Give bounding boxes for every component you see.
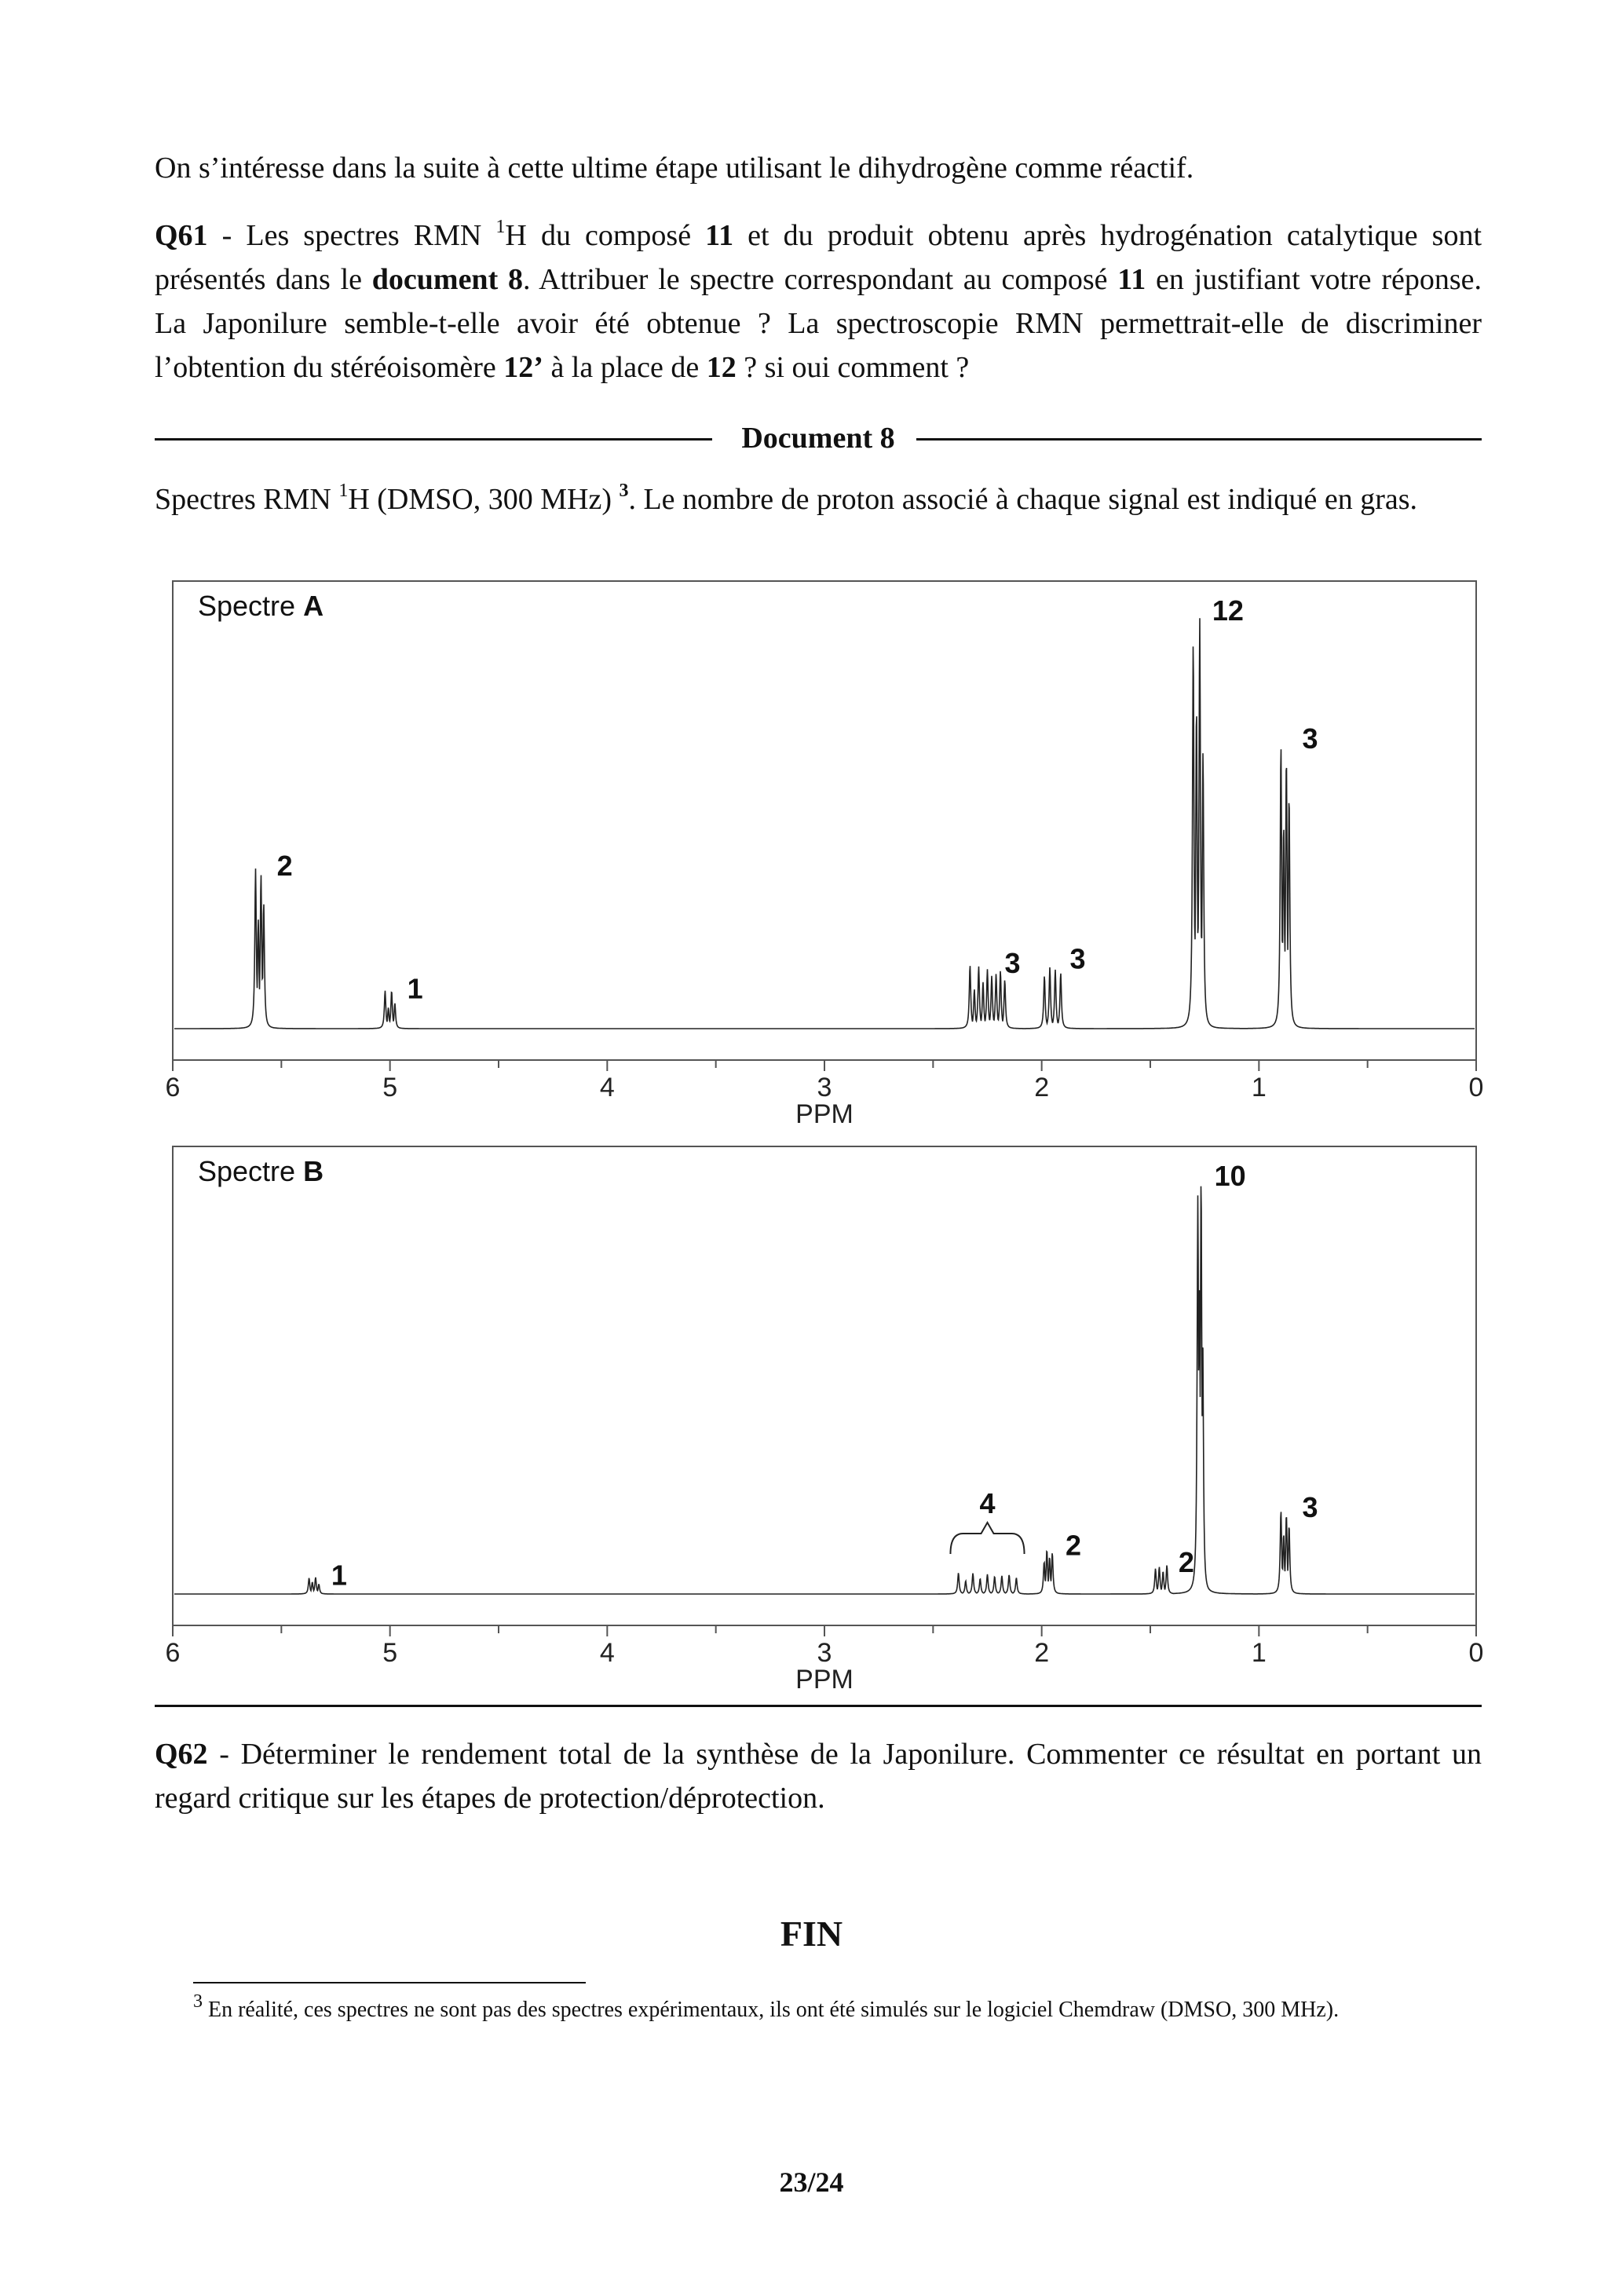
spectrum-b-tick-label: 0 (1468, 1638, 1484, 1668)
spectrum-b-title: Spectre B (198, 1155, 324, 1187)
spectrum-b-tick-label: 4 (599, 1638, 615, 1668)
spectrum-b-integration-label: 2 (1065, 1529, 1081, 1562)
q61-text-6: à la place de (543, 351, 707, 384)
spectrum-b-tick-label: 6 (165, 1638, 181, 1668)
intro-text: On s’intéresse dans la suite à cette ultime étape utilisant le dihydrogène comme réactif. (155, 152, 1194, 185)
q61-bold-2: document 8 (371, 263, 523, 296)
spectrum-b-tick-label: 3 (817, 1638, 832, 1668)
footnote (193, 1991, 1489, 2026)
spectrum-b-integration-label: 3 (1302, 1491, 1318, 1523)
spectrum-b-tick-label: 5 (382, 1638, 398, 1668)
caption-sup-h: 1 (338, 481, 349, 502)
document-header (155, 416, 1482, 460)
q61-text-5: en justifiant votre réponse. La Japonilure semble-t-elle avoir été obtenue ? La spectroscopie RMN permettrait-elle de discriminer l’obtention du stéréoisomère (155, 263, 1482, 384)
spectrum-a-integration-label: 2 (276, 849, 293, 882)
q61-bold-4: 12’ (503, 351, 543, 384)
caption-footnote-ref: 3 (619, 481, 629, 502)
spectrum-b-tick-label: 2 (1034, 1638, 1050, 1668)
spectrum-a-tick-label: 3 (817, 1073, 832, 1102)
spectrum-b-trace (174, 1186, 1475, 1594)
footnote-marker: 3 (193, 1991, 203, 2012)
spectrum-a-tick-label: 0 (1468, 1073, 1484, 1102)
document-title: Document 8 (741, 422, 895, 455)
spectrum-a-tick-label: 4 (599, 1073, 615, 1102)
q61-text-1: - Les spectres RMN (207, 219, 496, 252)
spectrum-a-tick-label: 5 (382, 1073, 398, 1102)
spectrum-b-integration-label: 1 (331, 1559, 347, 1592)
footnote-rule (193, 1982, 586, 1983)
spectrum-a-title: Spectre A (198, 590, 324, 622)
spectrum-a-integration-label: 1 (407, 972, 423, 1005)
q61-text-3: et du produit obtenu après hydrogénation catalytique sont présentés dans le (155, 219, 1482, 296)
spectrum-a-chart (141, 573, 1492, 1123)
spectrum-b-integration-label: 2 (1178, 1546, 1194, 1579)
q62-label: Q62 (155, 1738, 208, 1771)
q61-text-7: ? si oui comment ? (736, 351, 970, 384)
fin-heading: FIN (780, 1914, 843, 1954)
spectrum-a-integration-label: 3 (1302, 722, 1318, 755)
spectrum-b-integration-label: 4 (979, 1487, 996, 1519)
caption-text-3: . Le nombre de proton associé à chaque signal est indiqué en gras. (628, 483, 1418, 516)
caption-text-1: Spectres RMN (155, 483, 339, 516)
spectrum-a-integration-label: 12 (1212, 594, 1244, 627)
spectrum-a-tick-label: 2 (1034, 1073, 1050, 1102)
page-number: 23/24 (779, 2166, 844, 2198)
q62-text: - Déterminer le rendement total de la synthèse de la Japonilure. Commenter ce résultat en portant un regard critique sur les étapes de protection/déprotection. (155, 1738, 1482, 1815)
caption-paragraph (155, 477, 1482, 521)
document-bottom-rule (155, 1705, 1482, 1707)
q61-bold-1: 11 (705, 219, 734, 252)
spectrum-b-multiplet-brace (950, 1523, 1024, 1554)
spectrum-b-tick-label: 1 (1251, 1638, 1267, 1668)
q61-label: Q61 (155, 219, 208, 252)
spectrum-b-chart (141, 1139, 1492, 1688)
spectrum-b-frame (173, 1146, 1476, 1625)
q61-sup: 1 (495, 217, 506, 238)
spectrum-a-trace (174, 618, 1475, 1029)
spectrum-a-integration-label: 3 (1004, 947, 1021, 979)
q61-bold-3: 11 (1117, 263, 1146, 296)
q61-bold-5: 12 (706, 351, 737, 384)
footnote-text: En réalité, ces spectres ne sont pas des spectres expérimentaux, ils ont été simulés sur le logiciel Chemdraw (DMSO, 300 MHz). (203, 1998, 1340, 2022)
q61-paragraph (155, 214, 1482, 389)
intro-paragraph (155, 146, 1482, 190)
q62-paragraph (155, 1732, 1482, 1820)
q61-text-2: H du composé (505, 219, 706, 252)
spectrum-a-tick-label: 6 (165, 1073, 181, 1102)
spectrum-a-integration-label: 3 (1069, 942, 1086, 975)
spectrum-b-integration-label: 10 (1214, 1160, 1246, 1192)
spectrum-a-tick-label: 1 (1251, 1073, 1267, 1102)
header-rule-right (916, 438, 1482, 441)
spectrum-b-xlabel: PPM (795, 1665, 854, 1688)
caption-text-2: H (DMSO, 300 MHz) (348, 483, 620, 516)
spectrum-a-xlabel: PPM (795, 1099, 854, 1123)
q61-text-4: . Attribuer le spectre correspondant au composé (523, 263, 1118, 296)
